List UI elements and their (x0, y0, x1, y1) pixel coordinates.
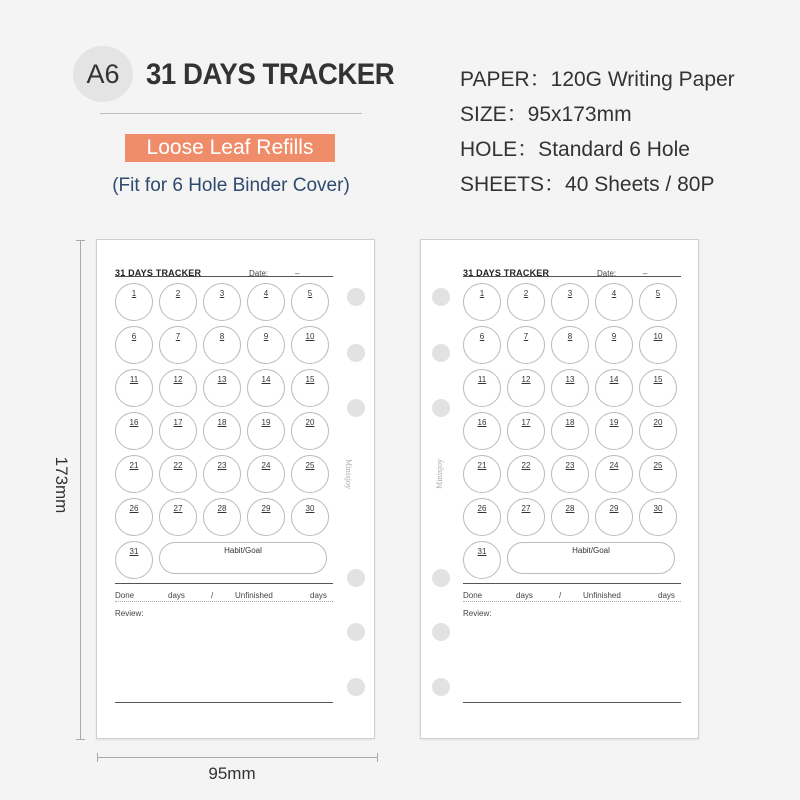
loose-leaf-banner: Loose Leaf Refills (125, 134, 335, 162)
day-grid (115, 283, 333, 536)
unfinished-days-label: days (658, 591, 675, 600)
day-number: 18 (217, 418, 227, 427)
spec-size: SIZE：95x173mm (460, 103, 632, 126)
day-circle (291, 326, 329, 364)
day-circle (463, 283, 501, 321)
binder-hole (432, 678, 450, 696)
brand-watermark: Minisjoy (344, 458, 353, 490)
review-line (115, 702, 333, 703)
day-number: 28 (217, 504, 227, 513)
habit-goal-box (507, 542, 675, 574)
day-number: 19 (609, 418, 619, 427)
spec-sheets: SHEETS：40 Sheets / 80P (460, 173, 715, 196)
spec-list (460, 63, 735, 203)
day-number: 20 (305, 418, 315, 427)
day-circle (159, 283, 197, 321)
day-number: 25 (653, 461, 663, 470)
binder-hole (347, 344, 365, 362)
day-circle (203, 455, 241, 493)
day-number: 22 (521, 461, 531, 470)
day-circle (463, 412, 501, 450)
sheet-title: 31 DAYS TRACKER (463, 268, 550, 278)
height-dimension-line (80, 240, 81, 740)
day-circle (291, 369, 329, 407)
day-number: 25 (305, 461, 315, 470)
day-circle (291, 283, 329, 321)
day-number: 14 (609, 375, 619, 384)
day-number: 6 (479, 332, 485, 341)
day-circle (159, 455, 197, 493)
sheet-header (115, 262, 333, 277)
day-circle (115, 498, 153, 536)
binder-hole (432, 569, 450, 587)
day-circle (115, 541, 153, 579)
day-circle (247, 412, 285, 450)
review-label: Review: (463, 609, 492, 618)
day-circle (507, 498, 545, 536)
binder-hole (347, 288, 365, 306)
day-number: 4 (611, 289, 617, 298)
done-label: Done (463, 591, 483, 600)
day-number: 30 (305, 504, 315, 513)
day-circle (639, 326, 677, 364)
day-circle (115, 455, 153, 493)
binder-hole (347, 569, 365, 587)
last-row (115, 541, 333, 579)
done-days-label: days (168, 591, 185, 600)
day-circle (247, 455, 285, 493)
day-circle (551, 283, 589, 321)
day-circle (551, 498, 589, 536)
day-circle (247, 498, 285, 536)
date-label: Date: (249, 269, 269, 278)
day-circle (507, 326, 545, 364)
day-circle (595, 283, 633, 321)
day-circle (463, 541, 501, 579)
day-number: 13 (565, 375, 575, 384)
day-circle (595, 455, 633, 493)
binder-hole (432, 344, 450, 362)
day-number: 26 (477, 504, 487, 513)
stats-slash: / (211, 591, 214, 600)
day-circle (595, 412, 633, 450)
day-number: 17 (521, 418, 531, 427)
unfinished-days-label: days (310, 591, 327, 600)
day-circle (551, 369, 589, 407)
day-number: 1 (479, 289, 485, 298)
done-days-label: days (516, 591, 533, 600)
day-number: 29 (609, 504, 619, 513)
day-number: 31 (477, 547, 487, 556)
day-number: 15 (653, 375, 663, 384)
day-circle (639, 283, 677, 321)
day-circle (463, 369, 501, 407)
day-number: 26 (129, 504, 139, 513)
day-circle (463, 498, 501, 536)
binder-hole (432, 399, 450, 417)
date-dash: – (295, 269, 300, 278)
habit-goal-label: Habit/Goal (572, 546, 610, 555)
day-number: 23 (217, 461, 227, 470)
review-label: Review: (115, 609, 144, 618)
day-number: 20 (653, 418, 663, 427)
day-number: 15 (305, 375, 315, 384)
page-title: 31 DAYS TRACKER (146, 58, 395, 91)
day-circle (595, 369, 633, 407)
day-number: 27 (173, 504, 183, 513)
day-circle (115, 326, 153, 364)
day-circle (507, 369, 545, 407)
last-row (463, 541, 681, 579)
day-circle (203, 283, 241, 321)
day-number: 12 (173, 375, 183, 384)
date-dash: – (643, 269, 648, 278)
day-number: 11 (129, 375, 139, 384)
width-dimension-label: 95mm (208, 764, 256, 783)
day-circle (291, 455, 329, 493)
date-label: Date: (597, 269, 617, 278)
height-dimension-label: 173mm (52, 456, 71, 514)
day-number: 16 (129, 418, 139, 427)
day-number: 5 (307, 289, 313, 298)
day-number: 14 (261, 375, 271, 384)
day-circle (639, 455, 677, 493)
done-label: Done (115, 591, 135, 600)
sheet-content (463, 262, 681, 703)
day-circle (639, 412, 677, 450)
day-number: 3 (219, 289, 225, 298)
title-divider (100, 113, 362, 114)
spec-hole: HOLE：Standard 6 Hole (460, 138, 690, 161)
day-circle (115, 412, 153, 450)
day-number: 9 (611, 332, 617, 341)
day-circle (115, 369, 153, 407)
spec-paper: PAPER：120G Writing Paper (460, 68, 735, 91)
day-circle (247, 283, 285, 321)
unfinished-label: Unfinished (235, 591, 273, 600)
day-number: 29 (261, 504, 271, 513)
day-circle (247, 326, 285, 364)
day-circle (551, 412, 589, 450)
day-number: 13 (217, 375, 227, 384)
day-circle (159, 369, 197, 407)
day-number: 16 (477, 418, 487, 427)
day-number: 6 (131, 332, 137, 341)
day-number: 31 (129, 547, 139, 556)
tracker-sheet-left (96, 239, 375, 739)
day-circle (247, 369, 285, 407)
tracker-sheet-right (420, 239, 699, 739)
habit-goal-label: Habit/Goal (224, 546, 262, 555)
binder-hole (347, 623, 365, 641)
day-circle (639, 498, 677, 536)
day-number: 19 (261, 418, 271, 427)
binder-hole (347, 678, 365, 696)
width-dimension-line (97, 757, 378, 758)
day-number: 1 (131, 289, 137, 298)
day-circle (203, 326, 241, 364)
binder-hole (432, 288, 450, 306)
day-number: 24 (609, 461, 619, 470)
unfinished-label: Unfinished (583, 591, 621, 600)
day-number: 8 (567, 332, 573, 341)
day-number: 9 (263, 332, 269, 341)
brand-watermark: Minisjoy (436, 458, 445, 490)
day-circle (159, 412, 197, 450)
day-circle (463, 455, 501, 493)
size-badge: A6 (73, 46, 133, 102)
day-circle (291, 412, 329, 450)
binder-hole (432, 623, 450, 641)
day-number: 10 (653, 332, 663, 341)
day-number: 7 (175, 332, 181, 341)
day-number: 24 (261, 461, 271, 470)
day-number: 12 (521, 375, 531, 384)
day-number: 23 (565, 461, 575, 470)
stats-slash: / (559, 591, 562, 600)
day-number: 22 (173, 461, 183, 470)
stats-row (115, 584, 333, 602)
sheet-content (115, 262, 333, 703)
day-circle (551, 326, 589, 364)
day-number: 7 (523, 332, 529, 341)
day-number: 17 (173, 418, 183, 427)
day-circle (551, 455, 589, 493)
day-grid (463, 283, 681, 536)
day-circle (507, 455, 545, 493)
day-circle (291, 498, 329, 536)
day-circle (159, 326, 197, 364)
day-number: 11 (477, 375, 487, 384)
day-number: 4 (263, 289, 269, 298)
day-number: 18 (565, 418, 575, 427)
day-circle (595, 326, 633, 364)
day-number: 8 (219, 332, 225, 341)
day-circle (639, 369, 677, 407)
day-number: 10 (305, 332, 315, 341)
day-number: 2 (523, 289, 529, 298)
day-number: 30 (653, 504, 663, 513)
day-number: 5 (655, 289, 661, 298)
day-circle (115, 283, 153, 321)
day-circle (595, 498, 633, 536)
day-circle (507, 283, 545, 321)
day-number: 2 (175, 289, 181, 298)
stats-row (463, 584, 681, 602)
habit-goal-box (159, 542, 327, 574)
sheet-title: 31 DAYS TRACKER (115, 268, 202, 278)
day-circle (203, 412, 241, 450)
day-circle (203, 369, 241, 407)
day-number: 21 (477, 461, 487, 470)
day-circle (507, 412, 545, 450)
day-number: 3 (567, 289, 573, 298)
day-circle (159, 498, 197, 536)
sheet-header (463, 262, 681, 277)
binder-hole (347, 399, 365, 417)
fit-note: (Fit for 6 Hole Binder Cover) (112, 175, 350, 196)
day-number: 21 (129, 461, 139, 470)
review-line (463, 702, 681, 703)
day-circle (463, 326, 501, 364)
day-number: 28 (565, 504, 575, 513)
day-circle (203, 498, 241, 536)
day-number: 27 (521, 504, 531, 513)
